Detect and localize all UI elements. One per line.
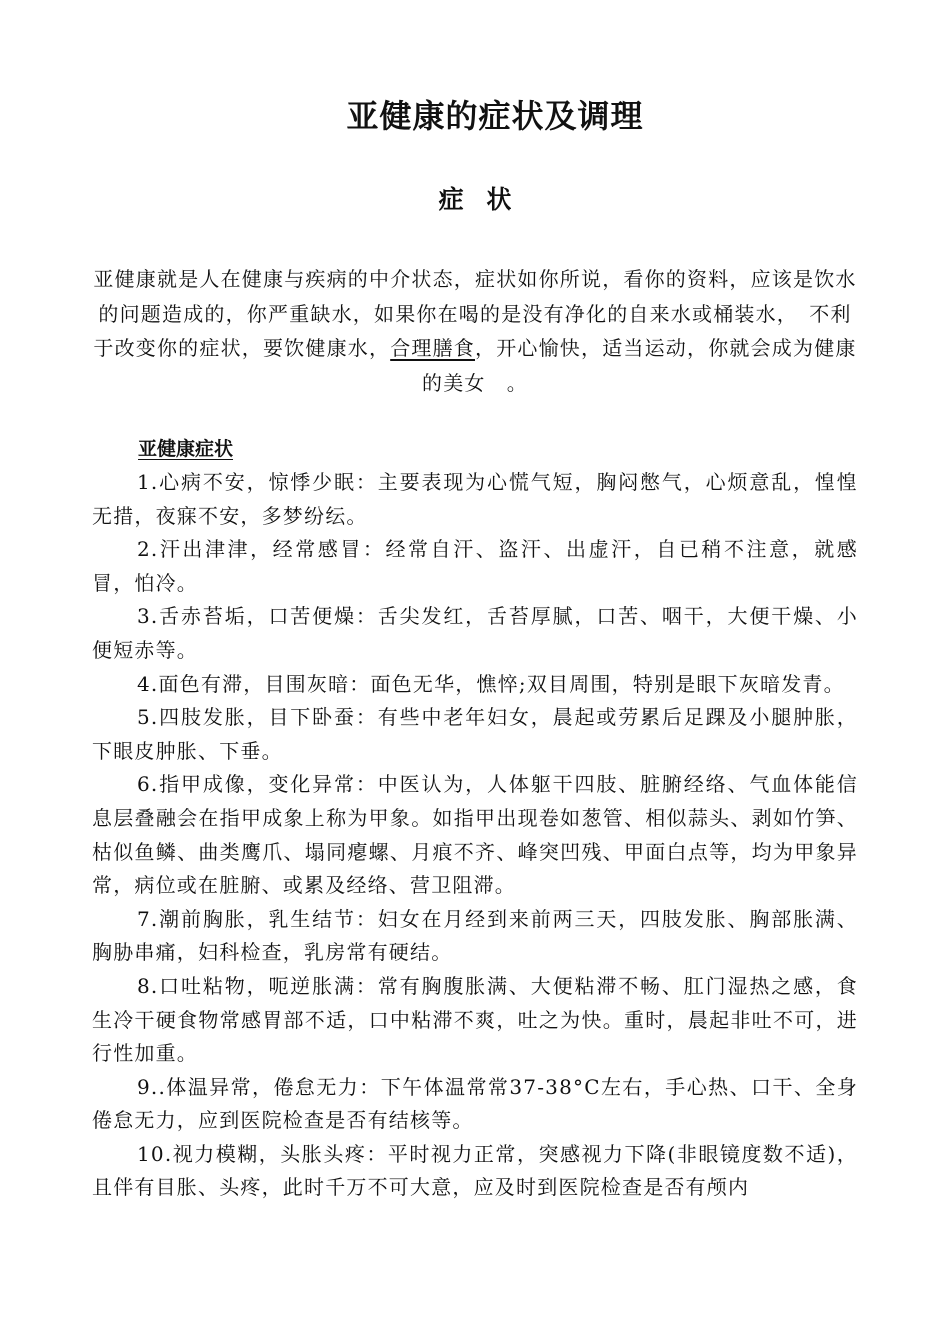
symptom-item-6: 6.指甲成像，变化异常：中医认为，人体躯干四肢、脏腑经络、气血体能信息层叠融会在指甲成象上称为甲象。如指甲出现卷如葱管、相似蒜头、剥如竹笋、枯似鱼鳞、曲类鹰爪、塌同瘪螺、月痕不齐、峰突凹残、甲面白点等，均为甲象异常，病位或在脏腑、或累及经络、营卫阻滞。: [92, 772, 858, 898]
symptom-item-8: 8.口吐粘物，呃逆胀满：常有胸腹胀满、大便粘滞不畅、肛门湿热之感，食生冷干硬食物常感胃部不适，口中粘滞不爽，吐之为快。重时，晨起非吐不可，进行性加重。: [92, 973, 858, 1066]
symptom-item-1: 1.心病不安，惊悸少眠：主要表现为心慌气短，胸闷憋气，心烦意乱，惶惶无措，夜寐不安，多梦纷纭。: [92, 470, 858, 528]
symptom-item-5: 5.四肢发胀，目下卧蚕：有些中老年妇女，晨起或劳累后足踝及小腿肿胀，下眼皮肿胀、下垂。: [92, 705, 858, 763]
intro-paragraph: [92, 262, 858, 400]
intro-text-part2: ，开心愉快，适当运动，你就会成为健康的美女 。: [422, 336, 857, 395]
section-heading: 症 状: [438, 185, 512, 214]
symptoms-subheading: 亚健康症状: [138, 438, 234, 460]
symptom-item-3: 3.舌赤苔垢，口苦便燥：舌尖发红，舌苔厚腻，口苦、咽干，大便干燥、小便短赤等。: [92, 604, 858, 662]
document-title: 亚健康的症状及调理: [346, 97, 644, 135]
intro-text-part1: 亚健康就是人在健康与疾病的中介状态，症状如你所说，看你的资料，应该是饮水的问题造成的，你严重缺水，如果你在喝的是没有净化的自来水或桶装水， 不利于改变你的症状，要饮健康水，: [93, 267, 857, 360]
intro-underlined-text: 合理膳食: [390, 336, 475, 360]
symptom-item-4: 4.面色有滞，目围灰暗：面色无华，憔悴;双目周围，特别是眼下灰暗发青。: [137, 671, 845, 696]
symptom-item-10: 10.视力模糊，头胀头疼：平时视力正常，突感视力下降(非眼镜度数不适)，且伴有目胀、头疼，此时千万不可大意，应及时到医院检查是否有颅内: [92, 1141, 858, 1200]
symptom-item-9: 9..体温异常，倦怠无力：下午体温常常37-38°C左右，手心热、口干、全身倦怠无力，应到医院检查是否有结核等。: [92, 1074, 858, 1133]
symptom-list: [92, 466, 858, 1205]
symptom-item-7: 7.潮前胸胀，乳生结节：妇女在月经到来前两三天，四肢发胀、胸部胀满、胸胁串痛，妇科检查，乳房常有硬结。: [92, 906, 858, 965]
symptom-item-2: 2.汗出津津，经常感冒：经常自汗、盗汗、出虚汗，自已稍不注意，就感冒，怕冷。: [92, 537, 858, 595]
